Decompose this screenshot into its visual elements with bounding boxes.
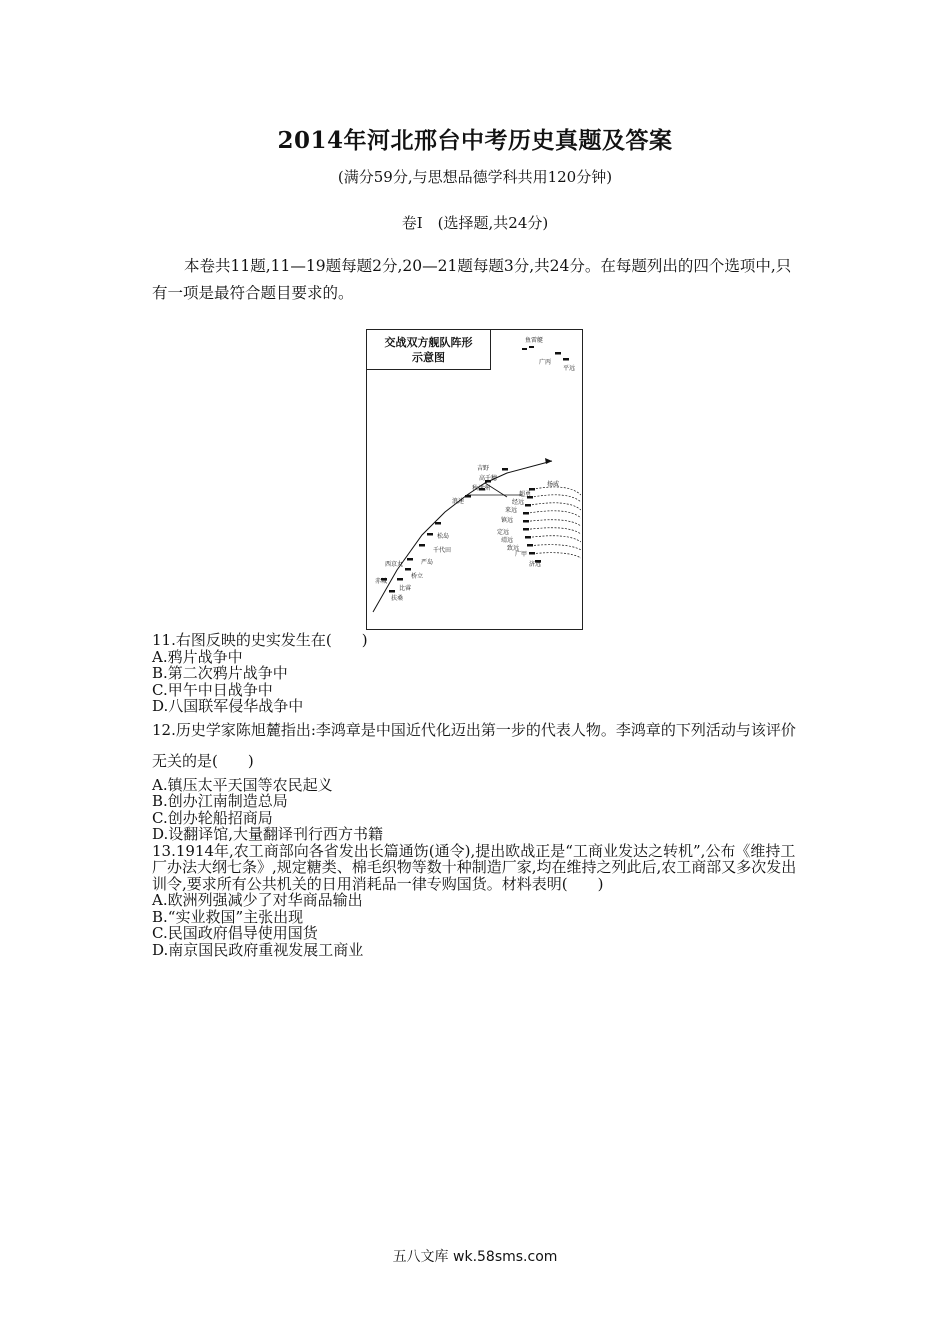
option-b[interactable]: B.“实业救国”主张出现 bbox=[152, 907, 304, 926]
ship-label-takachiho: 高千穗 bbox=[479, 475, 498, 482]
ship-label-pingyuan: 平远 bbox=[563, 365, 576, 372]
ship-label-hiei: 比睿 bbox=[399, 585, 412, 592]
questions-list bbox=[152, 632, 804, 958]
ship-label-dingyuan: 定远 bbox=[497, 529, 510, 536]
ship-label-yangwei: 扬威 bbox=[547, 481, 560, 488]
ship-label-jingyuan: 经远 bbox=[512, 499, 525, 506]
ship-label-matsushima: 松岛 bbox=[437, 533, 450, 540]
ship-label-jiyuan: 济远 bbox=[529, 561, 542, 568]
ship-label-chiyoda: 千代田 bbox=[433, 547, 452, 554]
section-instructions: 本卷共11题,11—19题每题2分,20—21题每题3分,共24分。在每题列出的四个选项中,只有一项是最符合题目要求的。 bbox=[152, 257, 792, 302]
ship-label-torpedo-boat: 鱼雷艇 bbox=[525, 337, 544, 344]
figure-caption bbox=[367, 330, 491, 370]
option-d[interactable]: D.八国联军侵华战争中 bbox=[152, 697, 304, 715]
ship-label-chaoyong: 超勇 bbox=[519, 491, 532, 498]
figure-caption-line2: 示意图 bbox=[412, 351, 445, 364]
question-stem: 11.右图反映的史实发生在( ) bbox=[152, 631, 368, 649]
option-d[interactable]: D.南京国民政府重视发展工商业 bbox=[152, 940, 364, 959]
option-a[interactable]: A.鸦片战争中 bbox=[152, 647, 243, 666]
question-12 bbox=[152, 715, 804, 843]
fleet-formation-diagram bbox=[367, 330, 581, 628]
option-b[interactable]: B.创办江南制造总局 bbox=[152, 792, 288, 810]
option-a[interactable]: A.欧洲列强减少了对华商品输出 bbox=[152, 891, 363, 909]
ship-label-itsukushima: 严岛 bbox=[421, 559, 434, 566]
option-c[interactable]: C.创办轮船招商局 bbox=[152, 808, 273, 827]
ship-label-guangjia: 广甲 bbox=[515, 551, 528, 558]
option-c[interactable]: C.民国政府倡导使用国货 bbox=[152, 924, 318, 942]
ship-label-guangbing: 广丙 bbox=[539, 359, 552, 366]
exam-subtitle: (满分59分,与思想品德学科共用120分钟) bbox=[337, 168, 613, 186]
ship-label-laiyuan: 来远 bbox=[505, 507, 518, 514]
ship-label-naniwa: 浪速 bbox=[452, 498, 465, 505]
ship-label-jingyuan-2: 靖远 bbox=[501, 537, 514, 544]
figure-caption-line1: 交战双方舰队阵形 bbox=[384, 336, 473, 349]
option-a[interactable]: A.镇压太平天国等农民起义 bbox=[152, 775, 333, 794]
option-c[interactable]: C.甲午中日战争中 bbox=[152, 680, 273, 699]
option-b[interactable]: B.第二次鸦片战争中 bbox=[152, 664, 288, 682]
section-heading: 卷Ⅰ (选择题,共24分) bbox=[401, 214, 549, 232]
ship-label-yoshino: 吉野 bbox=[477, 465, 490, 472]
question-stem: 13.1914年,农工商部向各省发出长篇通饬(通令),提出欧战正是“工商业发达之转机”,公布《维持工厂办法大纲七条》,规定糖类、棉毛织物等数十种制造厂家,均在维持之列此后,农工商部又多次发出训令,要求所有公共机关的日用消耗品一律专购国货。材料表明( ) bbox=[152, 841, 797, 893]
ship-label-akagi: 赤城 bbox=[375, 578, 388, 585]
page-title: 2014年河北邢台中考历史真题及答案 bbox=[277, 127, 673, 154]
question-13 bbox=[152, 843, 804, 959]
battle-formation-figure bbox=[366, 329, 583, 630]
option-d[interactable]: D.设翻译馆,大量翻译刊行西方书籍 bbox=[152, 825, 384, 843]
question-stem: 12.历史学家陈旭麓指出:李鸿章是中国近代化迈出第一步的代表人物。李鸿章的下列活动与该评价无关的是( ) bbox=[152, 720, 796, 770]
question-11 bbox=[152, 632, 804, 715]
ship-label-akitsushima: 秋津洲 bbox=[472, 485, 491, 492]
ship-label-saikyo-maru: 西京丸 bbox=[385, 561, 404, 568]
ship-label-zhiyuan: 致远 bbox=[507, 545, 520, 552]
ship-label-fuso: 扶桑 bbox=[391, 595, 404, 602]
ship-label-zhenyuan: 镇远 bbox=[501, 517, 514, 524]
footer-watermark: 五八文库 wk.58sms.com bbox=[392, 1249, 558, 1265]
ship-label-hashidate: 桥立 bbox=[411, 573, 424, 580]
